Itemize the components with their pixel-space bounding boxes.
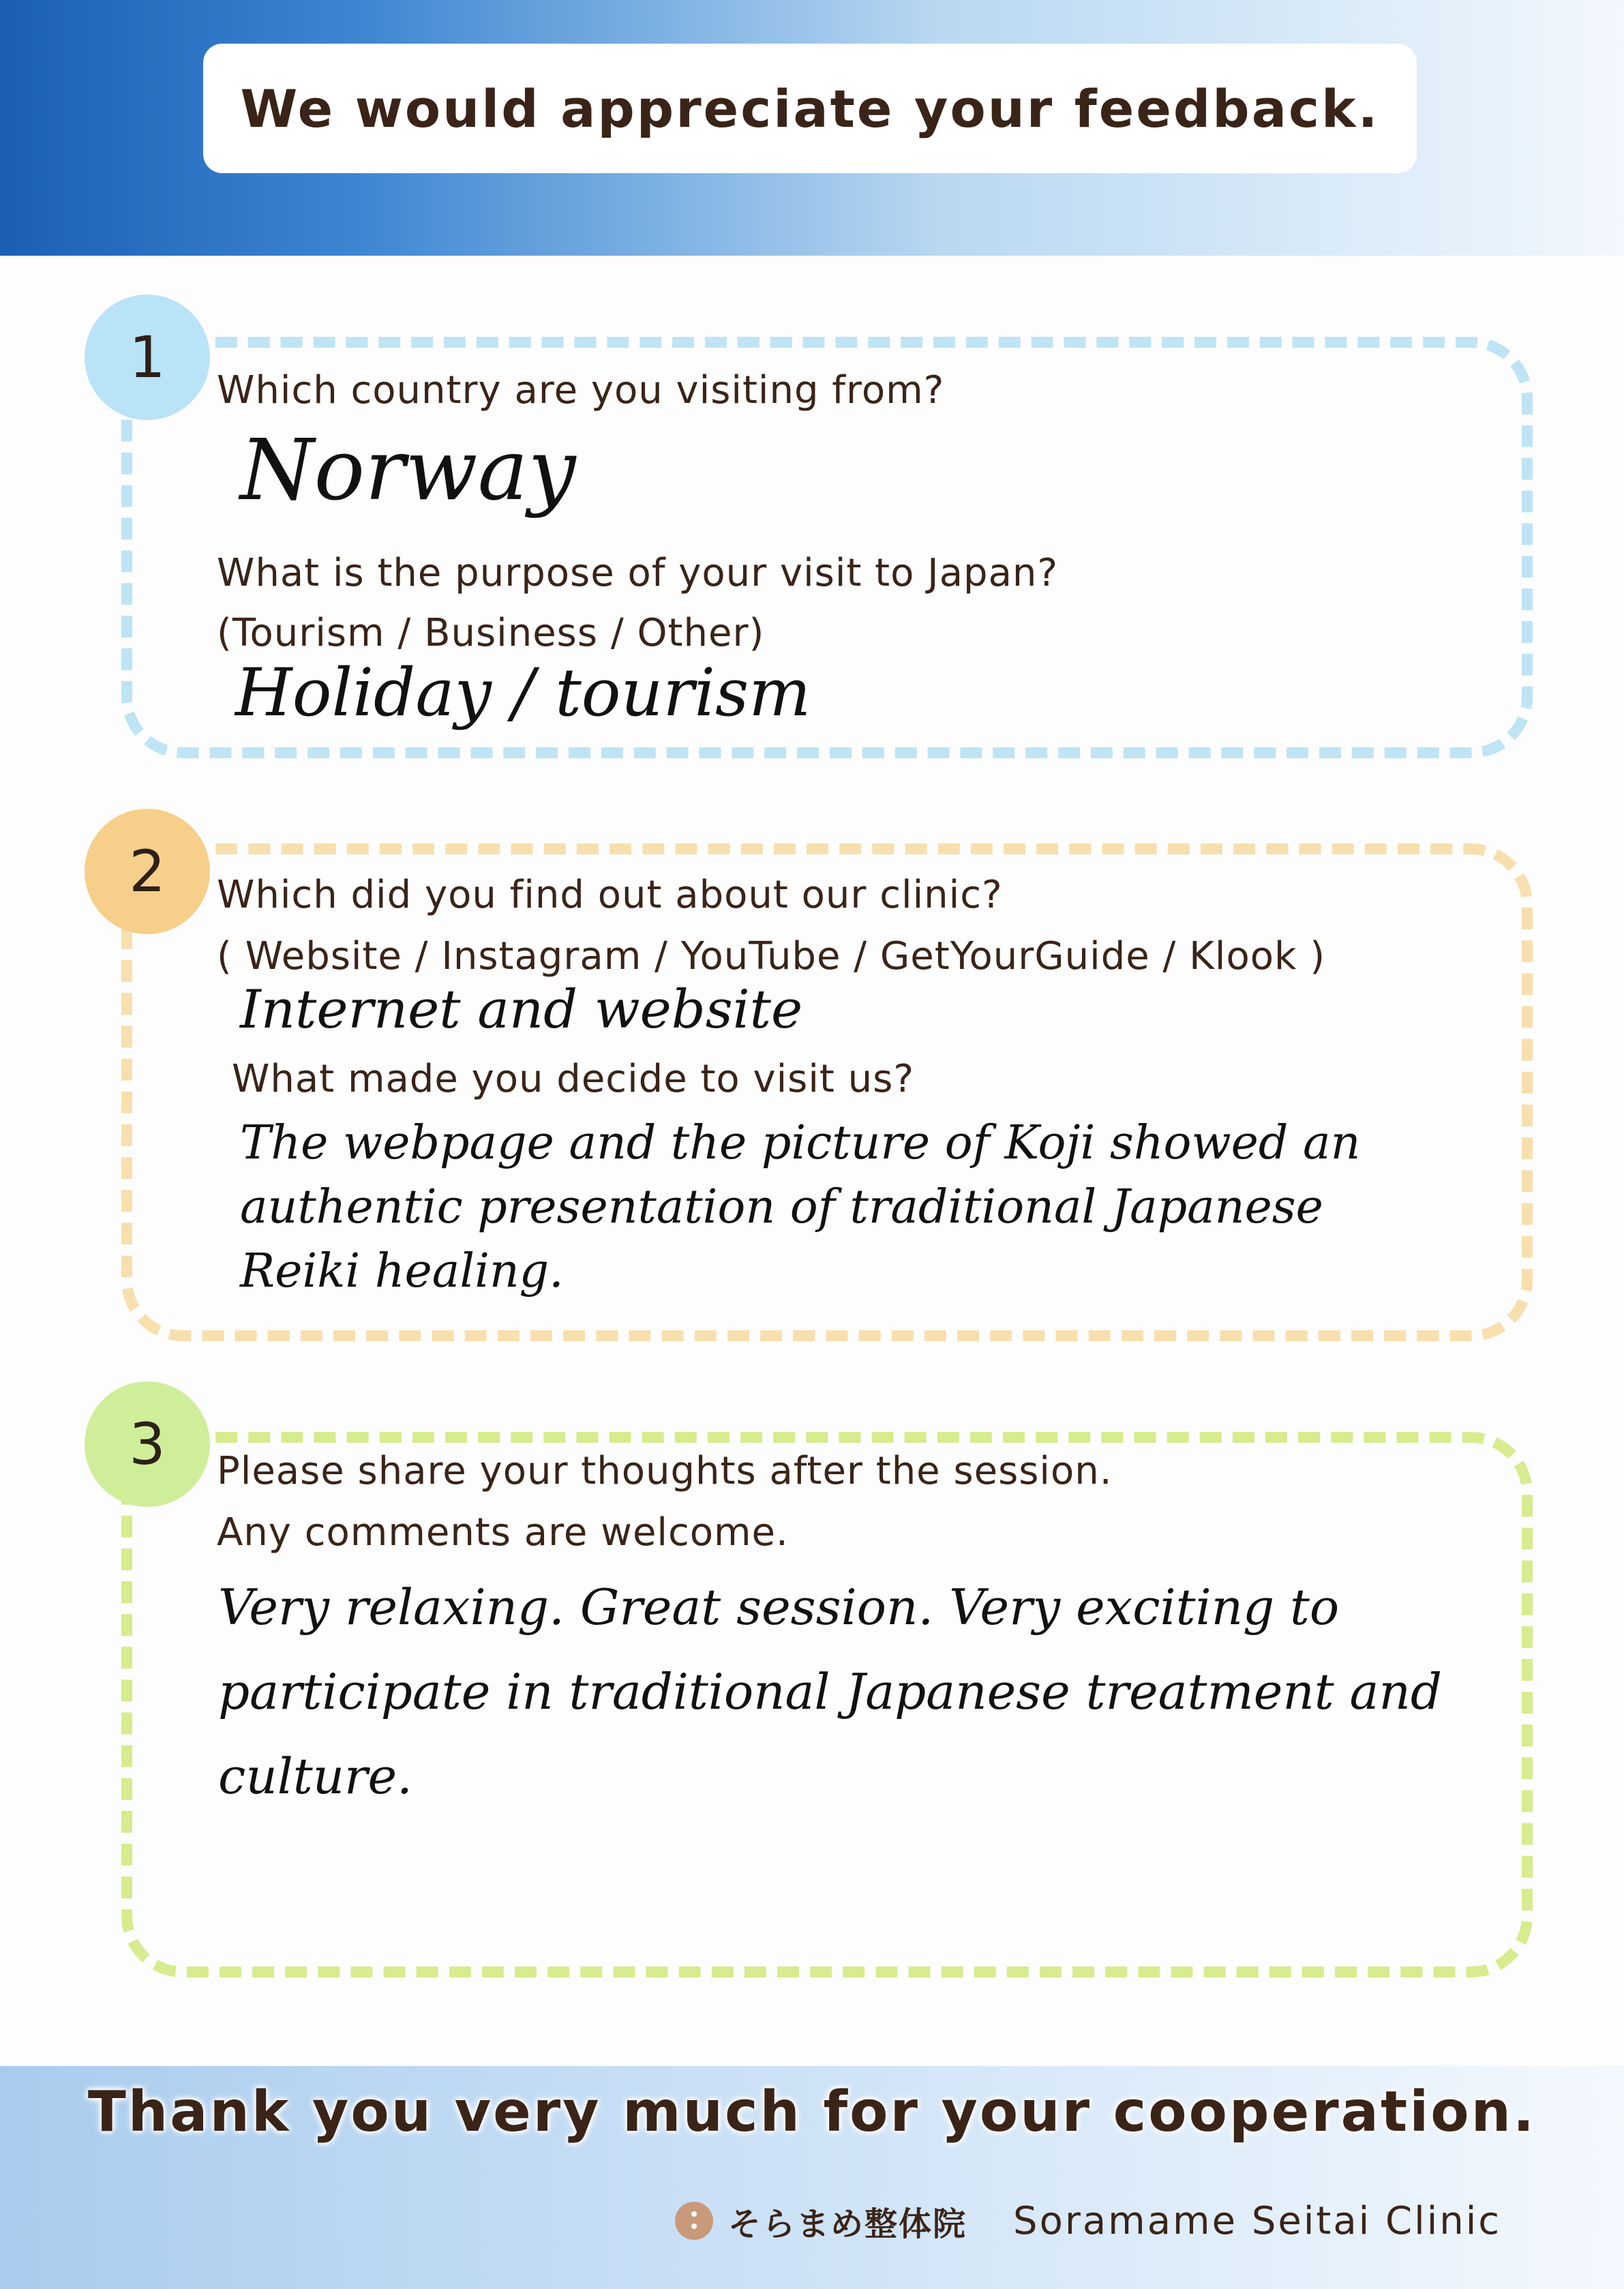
question-how-found-options: ( Website / Instagram / YouTube / GetYourGuide / Klook ) <box>217 934 1326 978</box>
answer-why-visit[interactable]: The webpage and the picture of Koji showed an authentic presentation of traditional Japanese Reiki healing. <box>240 1116 1361 1298</box>
question-purpose: What is the purpose of your visit to Japan? <box>217 551 1059 595</box>
bean-logo-icon <box>675 2202 713 2240</box>
header-card <box>203 44 1417 173</box>
question-thoughts: Please share your thoughts after the session. <box>217 1449 1113 1493</box>
section-3-number-badge: 3 <box>85 1381 210 1507</box>
thank-you-message: Thank you very much for your cooperation. <box>87 2080 1537 2144</box>
section-1-number-badge: 1 <box>85 295 210 420</box>
question-comments: Any comments are welcome. <box>217 1510 789 1555</box>
page-title: We would appreciate your feedback. <box>240 78 1380 139</box>
question-purpose-options: (Tourism / Business / Other) <box>217 611 765 655</box>
question-how-found: Which did you find out about our clinic? <box>217 873 1003 917</box>
answer-country[interactable]: Norway <box>240 421 576 520</box>
answer-purpose[interactable]: Holiday / tourism <box>235 655 811 731</box>
clinic-logo <box>675 2190 1501 2251</box>
answer-how-found[interactable]: Internet and website <box>240 979 803 1041</box>
question-country: Which country are you visiting from? <box>217 368 945 413</box>
answer-thoughts[interactable]: Very relaxing. Great session. Very exciting to participate in traditional Japanese treatment and culture. <box>218 1579 1442 1805</box>
section-2-number-badge: 2 <box>85 809 210 934</box>
question-why-visit: What made you decide to visit us? <box>232 1057 915 1101</box>
clinic-name-english: Soramame Seitai Clinic <box>1013 2198 1502 2243</box>
clinic-name-japanese: そらまめ整体院 <box>728 2204 967 2243</box>
